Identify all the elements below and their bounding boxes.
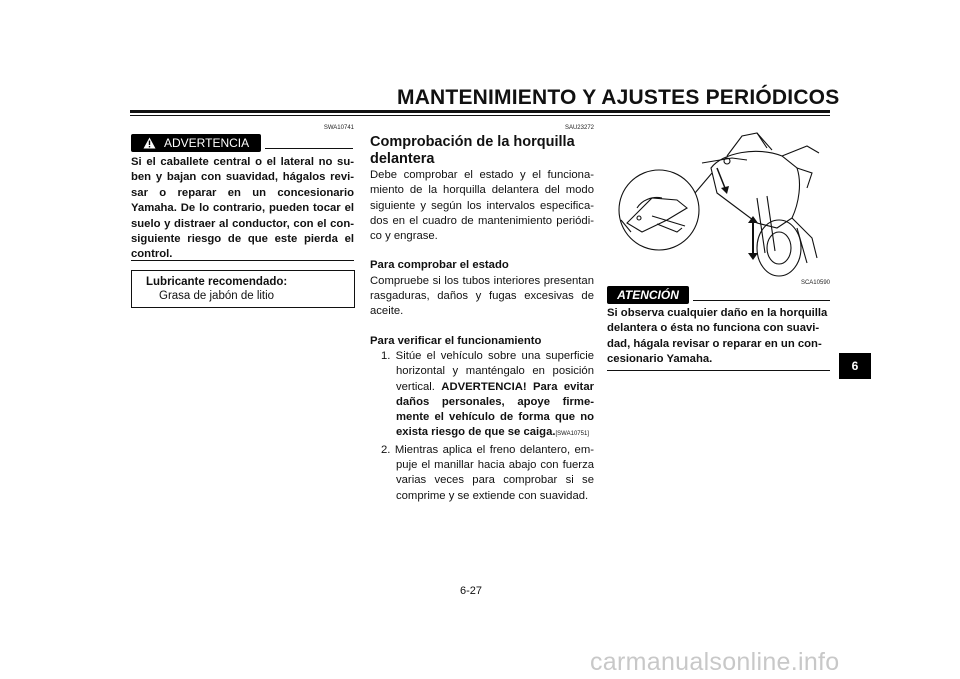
watermark: carmanualsonline.info <box>590 648 840 676</box>
middle-column <box>370 134 594 504</box>
lubricant-title: Lubricante recomendado: <box>146 276 288 288</box>
warning-label: ADVERTENCIA <box>164 136 250 150</box>
subheading-condition: Para comprobar el estado <box>370 259 509 272</box>
section-heading: Comprobación de la horquilla delantera <box>370 134 575 167</box>
step-number: 1. <box>381 349 391 362</box>
step-number: 2. <box>381 443 391 456</box>
front-fork-illustration <box>607 128 831 278</box>
attention-end-rule <box>607 370 830 371</box>
attention-badge: ATENCIÓN <box>607 286 689 304</box>
warning-end-rule <box>131 260 354 261</box>
figure-code: SCA10590 <box>800 280 830 286</box>
lubricant-value: Grasa de jabón de litio <box>159 290 275 302</box>
page-title: MANTENIMIENTO Y AJUSTES PERIÓDICOS <box>397 86 840 109</box>
step-text: Mientras aplica el freno delantero, empuje el manillar hacia abajo con fuerza varias veces para comprobar si se comprime y se extiende con suavidad. <box>394 443 594 502</box>
section-code: SAU23272 <box>564 125 594 131</box>
section-tab: 6 <box>839 353 871 379</box>
header-rule <box>130 110 830 113</box>
intro-paragraph: Debe comprobar el estado y el funcionamiento de la horquilla delantera del modo siguiente y según los intervalos especificados en el cuadro de mantenimiento periódico y engrase. <box>370 169 594 243</box>
warning-rule <box>265 148 353 149</box>
lubricant-box <box>131 270 355 308</box>
warning-code: SWA10741 <box>323 125 354 131</box>
page-number: 6-27 <box>460 585 483 597</box>
header-rule-thin <box>130 115 830 116</box>
subheading-operation: Para verificar el funcionamiento <box>370 334 542 347</box>
warning-badge <box>131 134 261 152</box>
step-warning: ADVERTENCIA! Para evitar daños personales, apoye firmemente el vehículo de forma que no exista riesgo de que se caiga. <box>396 380 594 439</box>
step-2 <box>370 443 594 504</box>
condition-paragraph: Compruebe si los tubos interiores presentan rasgaduras, daños y fugas excesivas de aceite. <box>370 274 594 318</box>
warning-triangle-icon <box>143 137 156 149</box>
attention-rule <box>693 300 830 301</box>
step-1 <box>370 349 594 443</box>
step-text: Sitúe el vehículo sobre una superficie horizontal y manténgalo en posición vertical. <box>395 349 594 393</box>
attention-text: Si observa cualquier daño en la horquilla delantera o ésta no funciona con suavidad, hágala revisar o reparar en un concesionario Yamaha. <box>607 307 828 366</box>
step-code: [SWA10751] <box>555 431 589 438</box>
warning-text: Si el caballete central o el lateral no suben y bajan con suavidad, hágalos revisar o reparar en un concesionario Yamaha. De lo contrario, pueden tocar el suelo y distraer al conductor, con el consiguiente riesgo de que este pierda el control. <box>131 156 354 261</box>
